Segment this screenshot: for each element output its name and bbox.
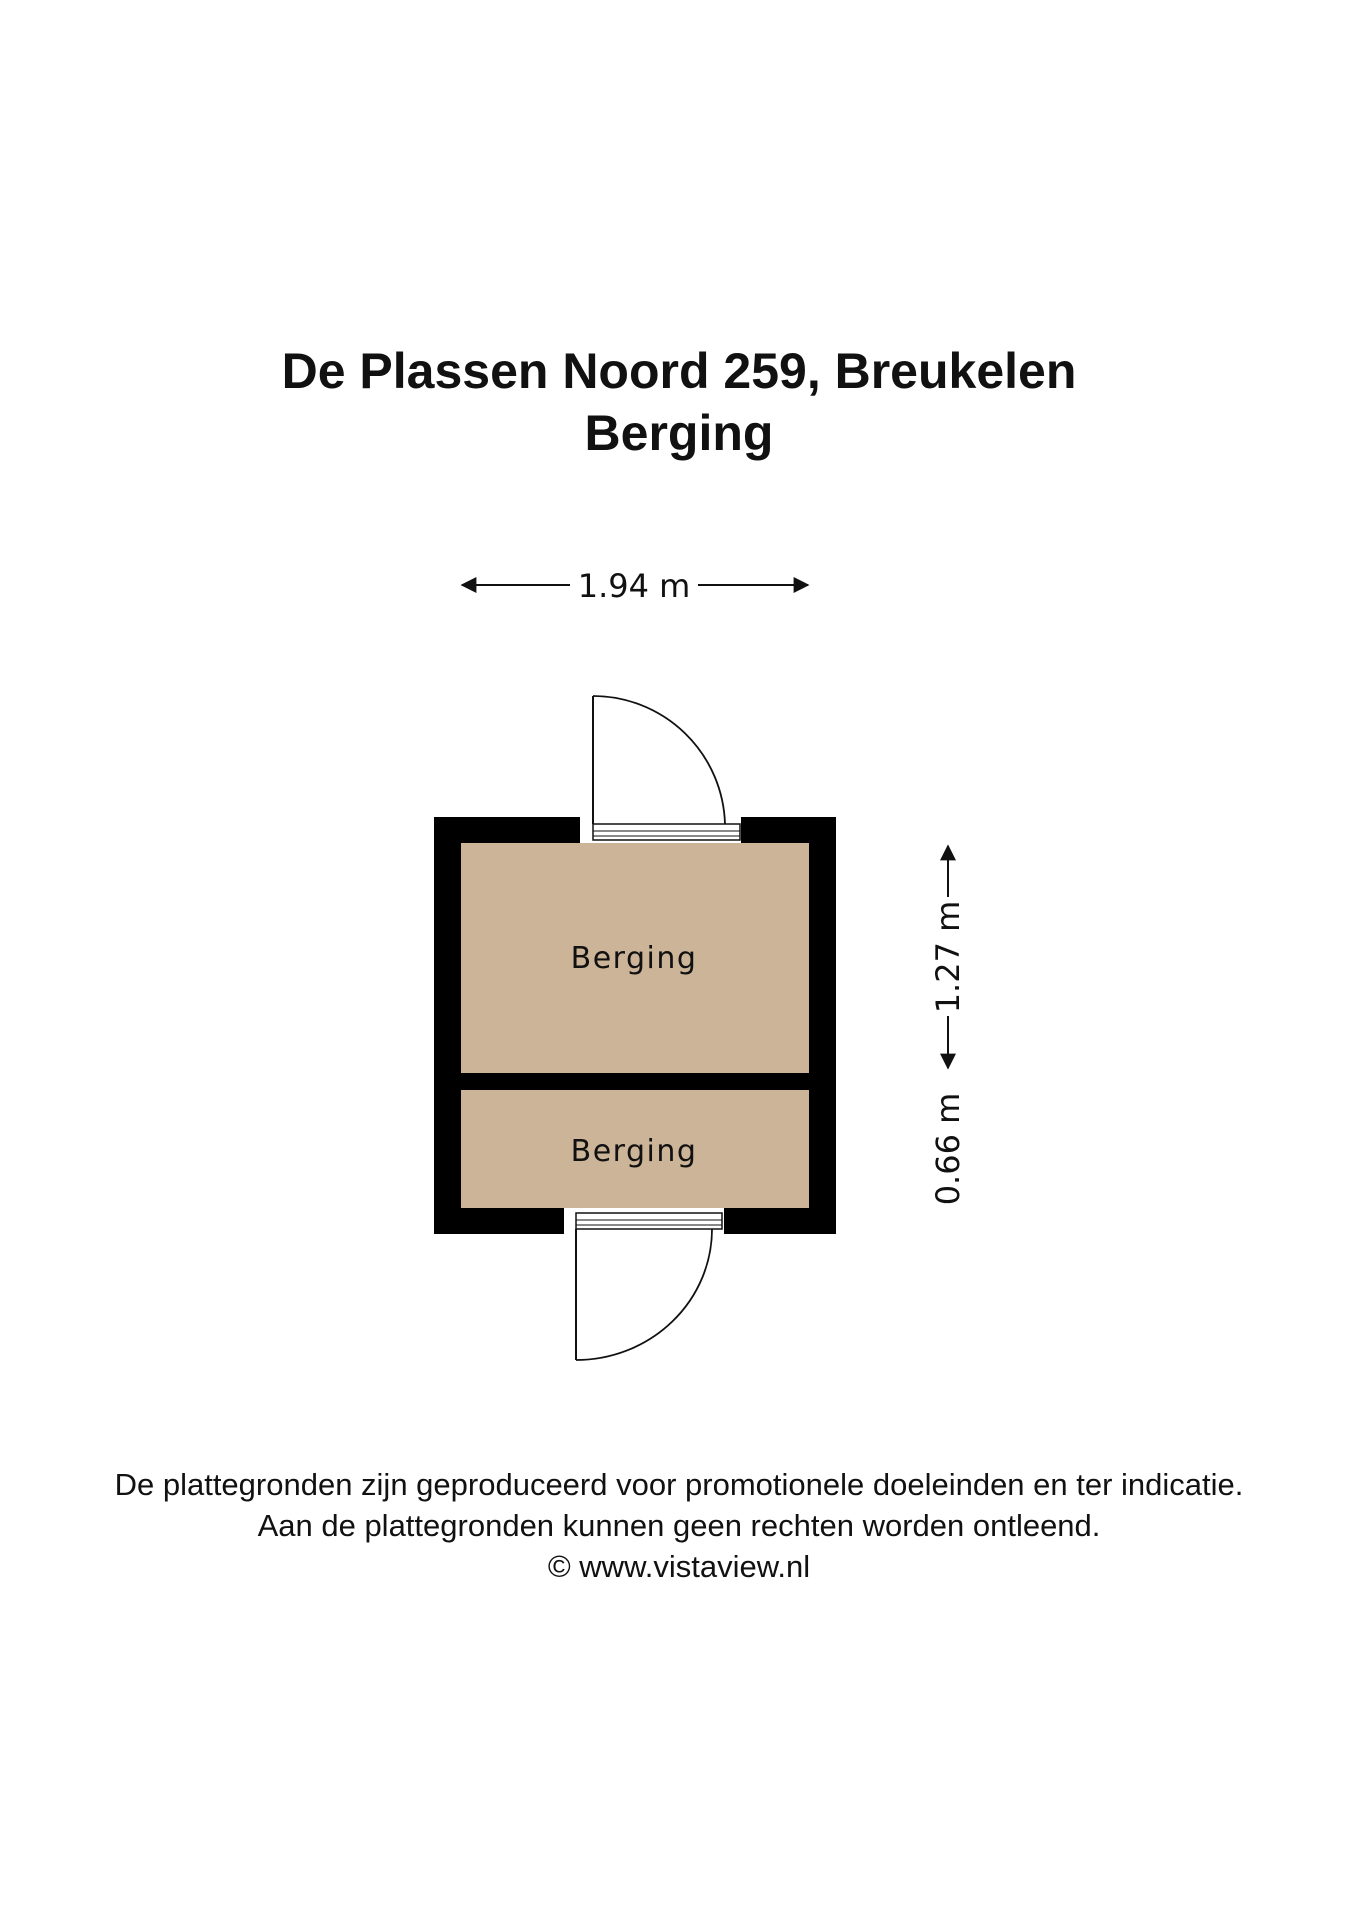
disclaimer: [0, 1464, 1358, 1587]
bottom-door-frame: [576, 1213, 722, 1229]
room-label-berging-upper: Berging: [570, 941, 698, 976]
wall-left: [434, 817, 461, 1234]
width-dimension: [462, 567, 808, 605]
address-title: De Plassen Noord 259, Breukelen: [281, 343, 1077, 399]
wall-bottom-left: [434, 1208, 564, 1234]
wall-right: [809, 817, 836, 1234]
wall-bottom-right: [724, 1208, 836, 1234]
height-lower-label: 0.66 m: [929, 1092, 967, 1206]
wall-divider: [434, 1073, 836, 1090]
room-label-berging-lower: Berging: [570, 1134, 698, 1169]
disclaimer-line-2: Aan de plattegronden kunnen geen rechten worden ontleend.: [257, 1508, 1101, 1543]
height-dimension-upper: [929, 846, 967, 1068]
copyright-line: © www.vistaview.nl: [547, 1549, 811, 1584]
height-dimension-lower: [929, 1093, 967, 1206]
top-door-frame: [593, 824, 740, 840]
bottom-door: [576, 1213, 722, 1360]
top-door: [593, 696, 740, 840]
top-door-swing-arc: [593, 696, 725, 824]
width-label: 1.94 m: [577, 567, 691, 605]
disclaimer-line-1: De plattegronden zijn geproduceerd voor promotionele doeleinden en ter indicatie.: [114, 1467, 1244, 1502]
height-upper-label: 1.27 m: [929, 900, 967, 1014]
bottom-door-swing-arc: [576, 1229, 712, 1360]
floor-title: Berging: [584, 405, 774, 461]
